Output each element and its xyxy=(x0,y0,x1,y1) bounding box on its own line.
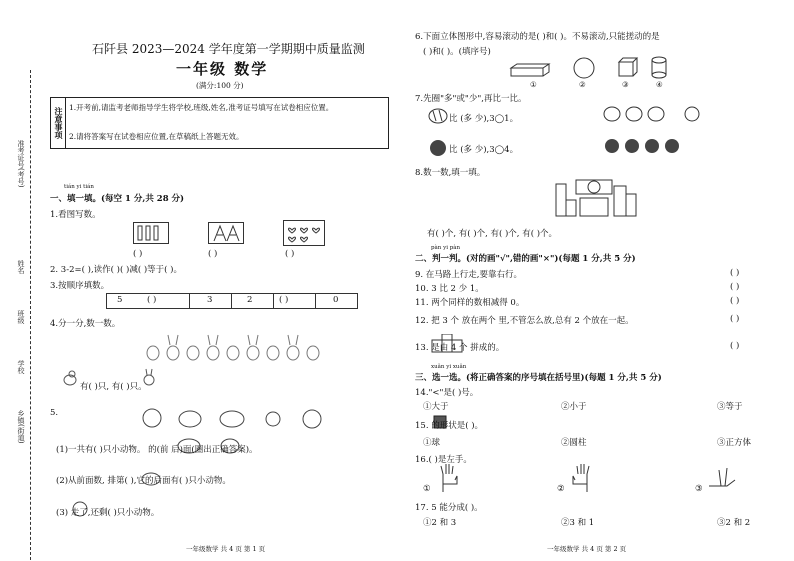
notice-line-1: 1.开考前,请监考老师指导学生将学校,班级,姓名,准考证号填写在试卷相应位置。 xyxy=(69,103,334,112)
q9-blank[interactable]: ( ) xyxy=(730,268,740,278)
school-label: 学校 xyxy=(17,360,25,374)
q6-text: 6.下面立体图形中,容易滚动的是( )和( )。不易滚动,只能搓动的是 xyxy=(415,32,660,42)
q3-text: 3.按顺序填数。 xyxy=(50,281,110,291)
q6-text-2: ( )和( )。(填序号) xyxy=(423,47,491,57)
q1-pic-1 xyxy=(133,222,169,244)
q10-blank[interactable]: ( ) xyxy=(730,282,740,292)
q6-label-1: ① xyxy=(530,80,537,89)
name-label: 姓名 xyxy=(17,260,25,274)
q7-ladybugs-image xyxy=(602,134,732,156)
q15-opt-3[interactable]: ③正方体 xyxy=(717,438,752,448)
seq-3: 3 xyxy=(207,295,213,305)
class-label: 班级 xyxy=(17,310,25,324)
q1-pic-3 xyxy=(283,220,325,246)
q4-animals-image xyxy=(143,333,323,363)
q7-bees-image xyxy=(602,102,732,124)
q16-opt-1[interactable]: ① xyxy=(423,484,431,494)
sec3-pinyin: xuǎn yi xuǎn xyxy=(431,364,467,370)
q14-opt-2[interactable]: ②小于 xyxy=(561,402,587,412)
q5-2: (2)从前面数, 排第( ),它的后面有( )只小动物。 xyxy=(56,476,231,486)
ladybug-icon xyxy=(427,137,449,157)
q17-opt-1[interactable]: ①2 和 3 xyxy=(423,518,457,528)
q8-text: 8.数一数,填一填。 xyxy=(415,168,486,178)
q8-answer-line: 有( )个, 有( )个, 有( )个, 有( )个。 xyxy=(427,229,558,239)
hand-icon-3 xyxy=(707,466,737,492)
q6-label-3: ③ xyxy=(622,80,629,89)
q1-blank-3[interactable]: ( ) xyxy=(285,249,295,259)
seq-1: 5 xyxy=(117,295,123,305)
sec3-title: 三、选一选。(将正确答案的序号填在括号里)(每题 1 分,共 5 分) xyxy=(415,373,662,383)
q9: 9. 在马路上行走,要靠右行。 xyxy=(415,270,523,280)
q12-blank[interactable]: ( ) xyxy=(730,314,740,324)
right-footer: 一年级数学 共 4 页 第 2 页 xyxy=(547,545,627,553)
sec1-pinyin: tián yi tián xyxy=(64,184,94,190)
q7-text: 7.先圈"多"或"少",再比一比。 xyxy=(415,94,527,104)
q14-opt-1[interactable]: ①大于 xyxy=(423,402,449,412)
q7-a: 比 (多 少),3◯1。 xyxy=(449,114,519,124)
left-footer: 一年级数学 共 4 页 第 1 页 xyxy=(186,545,266,553)
q11-blank[interactable]: ( ) xyxy=(730,296,740,306)
sec2-title: 二、判一判。(对的画"√",错的画"×")(每题 1 分,共 5 分) xyxy=(415,254,636,264)
cubes-icon xyxy=(430,334,470,354)
q17-opt-2[interactable]: ②3 和 1 xyxy=(561,518,595,528)
subject-title: 一年级 数学 xyxy=(176,60,269,78)
seq-2[interactable]: ( ) xyxy=(147,295,157,305)
hand-icon-2 xyxy=(569,462,593,494)
q10: 10. 3 比 2 少 1。 xyxy=(415,284,484,294)
seq-5[interactable]: ( ) xyxy=(279,295,289,305)
q1-blank-1[interactable]: ( ) xyxy=(133,249,143,259)
q6-label-4: ④ xyxy=(656,80,663,89)
q13: 13. 是由 4 个 拼成的。 xyxy=(415,343,505,353)
hand-icon-1 xyxy=(437,462,461,494)
q14-opt-3[interactable]: ③等于 xyxy=(717,402,743,412)
q12: 12. 把 3 个 放在两个 里,不管怎么放,总有 2 个放在一起。 xyxy=(415,316,634,326)
notice-line-2: 2.请将答案写在试卷相应位置,在草稿纸上答题无效。 xyxy=(69,132,244,141)
q1-text: 1.看图写数。 xyxy=(50,210,101,220)
q1-pic-2 xyxy=(208,222,244,244)
score-note: (满分:100 分) xyxy=(196,81,244,90)
q5-text: 5. xyxy=(50,408,59,418)
q4-text: 4.分一分,数一数。 xyxy=(50,319,121,329)
q15-opt-2[interactable]: ②圆柱 xyxy=(561,438,587,448)
cut-line xyxy=(30,70,31,560)
q5-3: (3) 走了,还剩( )只小动物。 xyxy=(56,508,160,518)
q6-label-2: ② xyxy=(579,80,586,89)
q14: 14."<"是( )号。 xyxy=(415,388,479,398)
duck-icon xyxy=(62,370,78,386)
binding-margin xyxy=(0,30,40,540)
sec1-title: 一、填一填。(每空 1 分,共 28 分) xyxy=(50,194,185,204)
town-label: 乡镇(街道) xyxy=(17,410,25,444)
q11: 11. 两个同样的数相减得 0。 xyxy=(415,298,525,308)
seq-4: 2 xyxy=(247,295,253,305)
q4-answer-line: 有( )只, 有( )只。 xyxy=(80,382,147,392)
q16: 16.( )是左手。 xyxy=(415,455,472,465)
q17-opt-3[interactable]: ③2 和 2 xyxy=(717,518,751,528)
exam-number-label: 准考证号(考号) xyxy=(17,140,25,188)
q5-1: (1)一共有( )只小动物。 的(前 后)面(圈出正确答案)。 xyxy=(56,445,258,455)
q5-animals-image xyxy=(140,405,340,431)
q8-blocks-image xyxy=(552,176,642,220)
q7-b: 比 (多 少),3◯4。 xyxy=(449,145,519,155)
exam-title: 石阡县 2023—2024 学年度第一学期期中质量监测 xyxy=(92,42,365,56)
q3-sequence xyxy=(106,293,358,309)
q1-blank-2[interactable]: ( ) xyxy=(208,249,218,259)
notice-head: 注意事项 xyxy=(51,98,66,148)
q17: 17. 5 能分成( )。 xyxy=(415,503,483,513)
sec2-pinyin: pàn yi pàn xyxy=(431,245,461,251)
q2-text: 2. 3-2=( ),读作( )( )减( )等于( )。 xyxy=(50,265,182,275)
q16-opt-3[interactable]: ③ xyxy=(695,484,703,494)
seq-6: 0 xyxy=(333,295,339,305)
q16-opt-2[interactable]: ② xyxy=(557,484,565,494)
notice-box xyxy=(50,97,389,149)
q13-blank[interactable]: ( ) xyxy=(730,341,740,351)
right-page xyxy=(397,0,794,561)
bee-icon xyxy=(427,105,449,125)
q15-opt-1[interactable]: ①球 xyxy=(423,438,441,448)
q15: 15. 的形状是( )。 xyxy=(415,421,484,431)
